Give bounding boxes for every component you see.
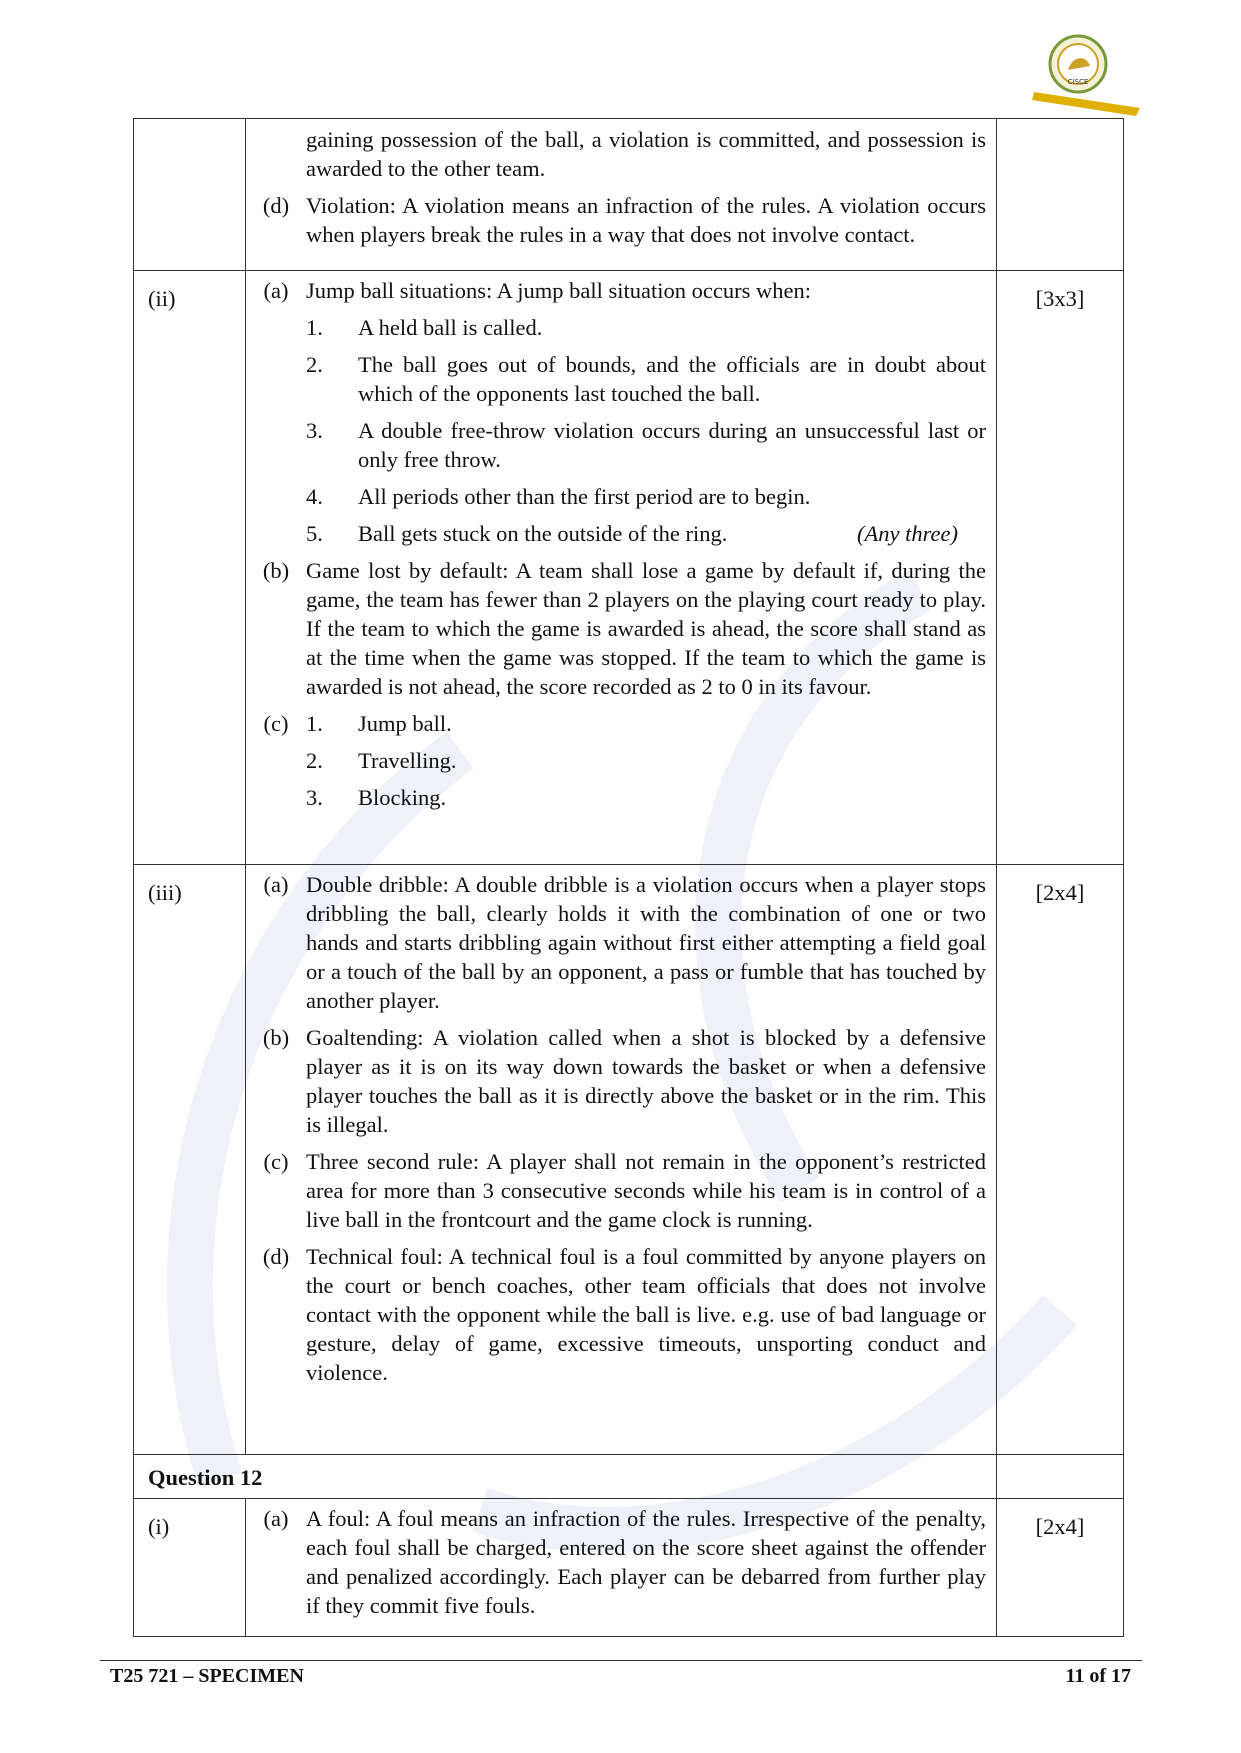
item-label: (b)	[262, 558, 290, 583]
table-row	[134, 1455, 1124, 1499]
question-number	[134, 119, 246, 271]
list-item	[306, 746, 986, 775]
marks-cell: [2x4]	[997, 1499, 1124, 1637]
item-text: Violation: A violation means an infraction of the rules. A violation occurs when players break the rules in a way that does not involve contact.	[306, 193, 986, 247]
answer-item	[246, 556, 986, 701]
list-text: Travelling.	[358, 748, 457, 773]
list-text: A double free-throw violation occurs during an unsuccessful last or only free throw.	[358, 418, 986, 472]
list-text: Jump ball.	[358, 711, 452, 736]
list-text: A held ball is called.	[358, 315, 543, 340]
item-text: Game lost by default: A team shall lose a game by default if, during the game, the team has fewer than 2 players on the playing court ready to play. If the team to which the game is awarded is ahead, the score shall stand as at the time when the game was stopped. If the team to which the game is awarded is not ahead, the score recorded as 2 to 0 in its favour.	[306, 558, 986, 699]
answer-item	[246, 1504, 986, 1620]
item-text: Double dribble: A double dribble is a violation occurs when a player stops dribbling the ball, clearly holds it with the combination of one or two hands and starts dribbling again without first either attempting a field goal or a touch of the ball by an opponent, a pass or fumble that has touched by another player.	[306, 872, 986, 1013]
list-number: 4.	[306, 484, 323, 509]
list-number: 2.	[306, 748, 323, 773]
list-text: All periods other than the first period are to begin.	[358, 484, 811, 509]
table-row	[134, 119, 1124, 271]
list-item	[306, 350, 986, 408]
item-text: A foul: A foul means an infraction of the rules. Irrespective of the penalty, each foul shall be charged, entered on the score sheet against the offender and penalized accordingly. Each player can be debarred from further play if they commit five fouls.	[306, 1506, 986, 1618]
item-label: (d)	[262, 193, 290, 218]
item-label: (c)	[263, 711, 289, 736]
item-text: Jump ball situations: A jump ball situation occurs when:	[306, 278, 811, 303]
item-text: Technical foul: A technical foul is a foul committed by anyone players on the court or bench coaches, other team officials that does not involve contact with the opponent while the ball is live. e.g. use of bad language or gesture, delay of game, excessive timeouts, unsporting conduct and violence.	[306, 1244, 986, 1385]
cisce-logo	[1030, 30, 1145, 116]
paper-code: T25 721 – SPECIMEN	[110, 1665, 304, 1687]
list-text: The ball goes out of bounds, and the officials are in doubt about which of the opponents last touched the ball.	[358, 352, 986, 406]
list-item	[306, 709, 986, 738]
question-heading: Question 12	[134, 1455, 997, 1499]
page-number: 11 of 17	[1065, 1665, 1131, 1687]
list-number: 5.	[306, 521, 323, 546]
item-text: Goaltending: A violation called when a shot is blocked by a defensive player as it is on its way down towards the basket or when a defensive player touches the ball as it is directly above the basket or in the rim. This is illegal.	[306, 1025, 986, 1137]
list-number: 1.	[306, 315, 323, 340]
answer-item	[246, 1242, 986, 1387]
marks-cell	[997, 119, 1124, 271]
any-three-note: (Any three)	[857, 521, 958, 546]
footer-divider	[100, 1660, 1142, 1661]
answer-item	[246, 1023, 986, 1139]
marking-scheme-table	[133, 118, 1124, 1637]
logo-text: CISCE	[1067, 78, 1089, 86]
list-number: 3.	[306, 418, 323, 443]
item-label: (a)	[263, 278, 289, 303]
item-text: gaining possession of the ball, a violation is committed, and possession is awarded to the other team.	[306, 127, 986, 181]
list-item	[306, 482, 986, 511]
list-text: Ball gets stuck on the outside of the ring.	[358, 521, 728, 546]
answer-item	[246, 125, 986, 183]
item-label	[246, 125, 306, 183]
list-item	[306, 416, 986, 474]
question-number: (iii)	[134, 865, 246, 1455]
answer-item	[246, 870, 986, 1015]
item-label: (a)	[263, 1506, 289, 1531]
list-number: 3.	[306, 785, 323, 810]
item-label: (c)	[263, 1149, 289, 1174]
answer-item	[246, 1147, 986, 1234]
table-row	[134, 1499, 1124, 1637]
list-item	[306, 783, 986, 812]
question-number: (ii)	[134, 271, 246, 865]
table-row	[134, 271, 1124, 865]
list-item	[306, 519, 986, 548]
marks-cell: [3x3]	[997, 271, 1124, 865]
item-label: (d)	[262, 1244, 290, 1269]
answer-item	[246, 191, 986, 249]
list-text: Blocking.	[358, 785, 447, 810]
item-label: (a)	[263, 872, 289, 897]
answer-item	[246, 276, 986, 548]
table-row	[134, 865, 1124, 1455]
list-item	[306, 313, 986, 342]
list-number: 2.	[306, 352, 323, 377]
answer-item	[246, 709, 986, 812]
item-text: Three second rule: A player shall not remain in the opponent’s restricted area for more than 3 consecutive seconds while his team is in control of a live ball in the frontcourt and the game clock is running.	[306, 1149, 986, 1232]
marks-cell: [2x4]	[997, 865, 1124, 1455]
list-number: 1.	[306, 711, 323, 736]
item-label: (b)	[262, 1025, 290, 1050]
question-number: (i)	[134, 1499, 246, 1637]
